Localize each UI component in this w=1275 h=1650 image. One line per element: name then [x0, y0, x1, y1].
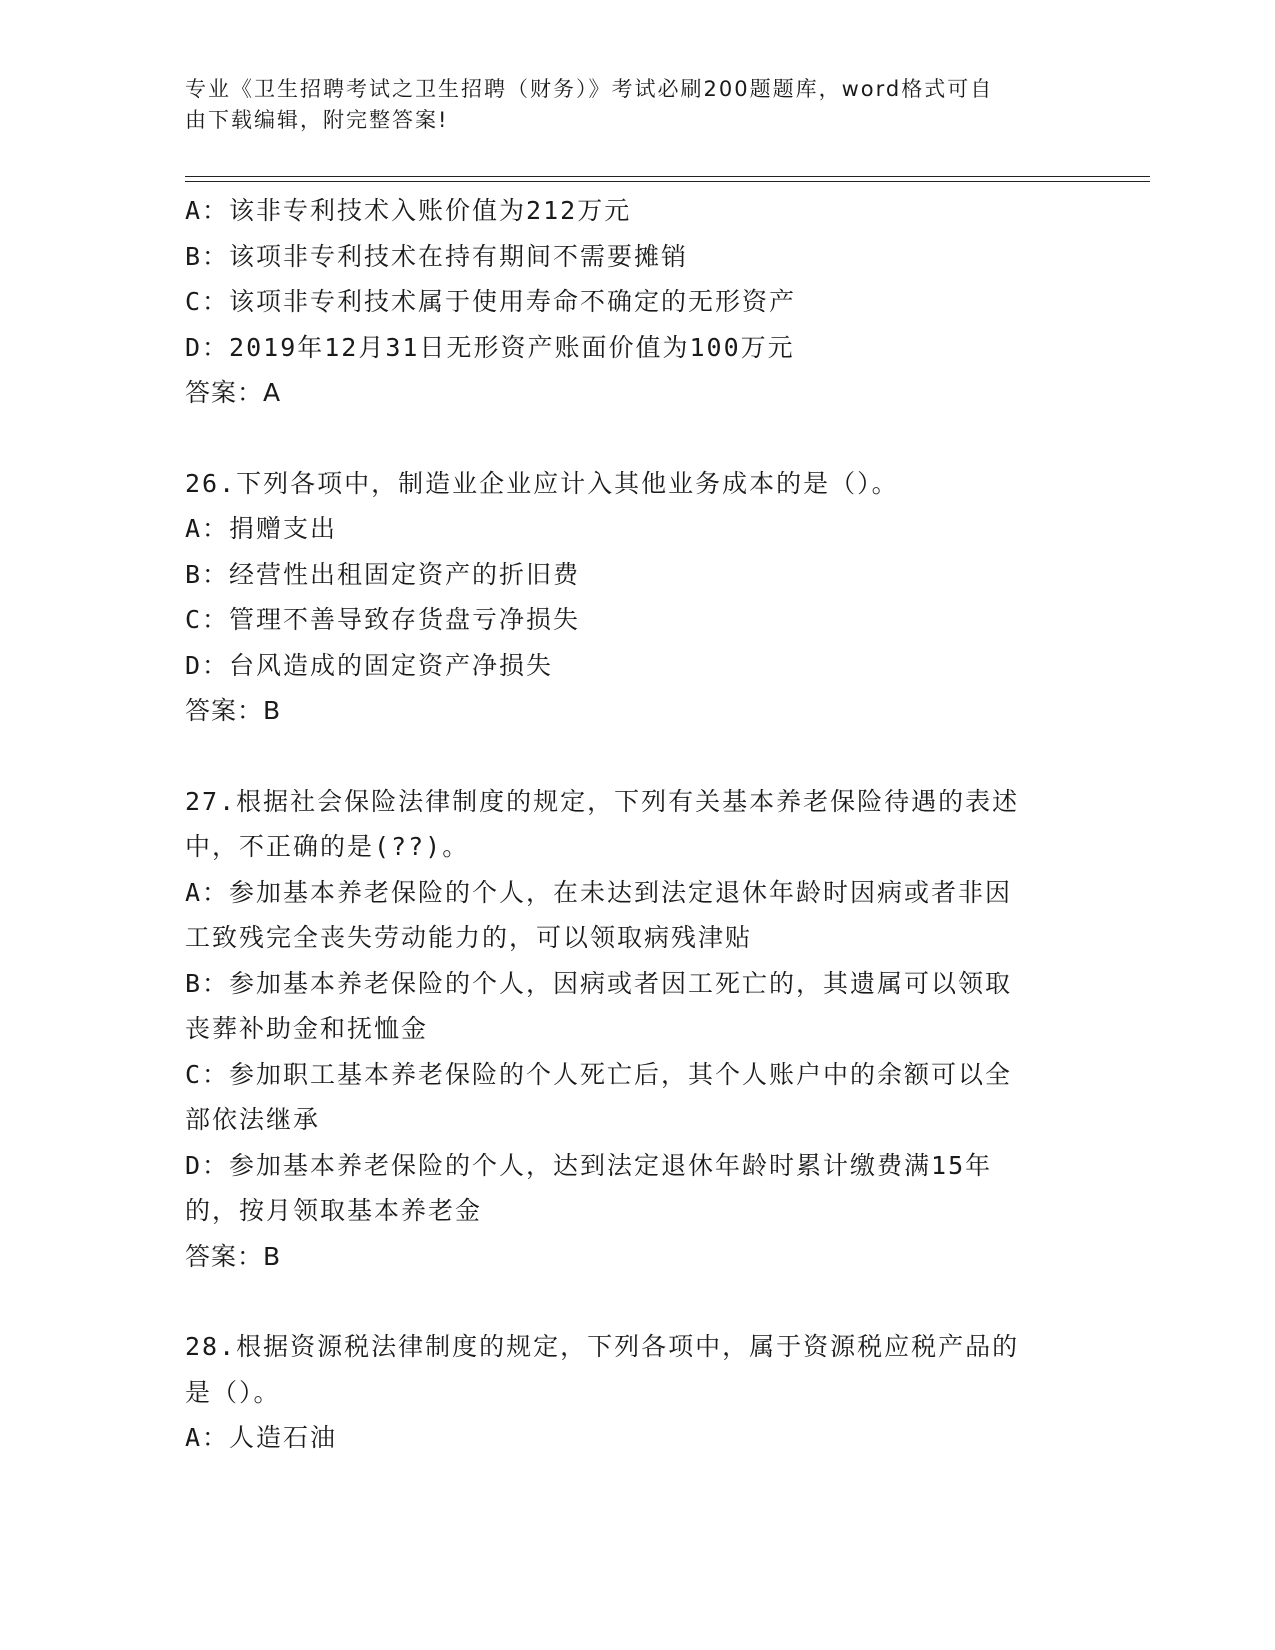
- q25-option-a: A：该非专利技术入账价值为212万元: [185, 196, 632, 225]
- q28-stem-line-2: 是（）。: [185, 1377, 281, 1407]
- header-title-line-1: 专业《卫生招聘考试之卫生招聘（财务）》考试必刷200题题库，word格式可自: [185, 77, 994, 101]
- question-27: [185, 779, 1065, 1280]
- q27-option-d-line-1: D：参加基本养老保险的个人，达到法定退休年龄时累计缴费满15年: [185, 1150, 993, 1180]
- q27-option-c-line-1: C：参加职工基本养老保险的个人死亡后，其个人账户中的余额可以全: [185, 1059, 1013, 1089]
- q28-option-a: A：人造石油: [185, 1423, 338, 1452]
- q26-option-c: C：管理不善导致存货盘亏净损失: [185, 605, 581, 634]
- q28-stem-line-1: 28.根据资源税法律制度的规定，下列各项中，属于资源税应税产品的: [185, 1332, 1020, 1361]
- question-content: [185, 188, 1065, 1461]
- q26-answer: 答案：B: [185, 696, 282, 725]
- q26-option-a: A：捐赠支出: [185, 514, 338, 543]
- q27-option-b-line-1: B：参加基本养老保险的个人，因病或者因工死亡的，其遗属可以领取: [185, 968, 1013, 998]
- q27-option-b-line-2: 丧葬补助金和抚恤金: [185, 1014, 429, 1043]
- q27-stem-line-2: 中，不正确的是(??)。: [185, 832, 470, 861]
- q25-option-c: C：该项非专利技术属于使用寿命不确定的无形资产: [185, 287, 797, 316]
- document-header: [185, 74, 1065, 136]
- q26-option-b: B：经营性出租固定资产的折旧费: [185, 559, 581, 589]
- header-divider-top: [185, 176, 1150, 177]
- q27-option-a-line-2: 工致残完全丧失劳动能力的，可以领取病残津贴: [185, 923, 753, 952]
- header-title-line-2: 由下载编辑，附完整答案!: [185, 108, 449, 132]
- q26-stem: 26.下列各项中，制造业企业应计入其他业务成本的是（）。: [185, 468, 899, 498]
- q27-option-d-line-2: 的，按月领取基本养老金: [185, 1196, 483, 1225]
- q26-option-d: D：台风造成的固定资产净损失: [185, 650, 554, 680]
- header-divider-bottom: [185, 181, 1150, 182]
- q27-answer: 答案：B: [185, 1241, 282, 1271]
- q25-option-b: B：该项非专利技术在持有期间不需要摊销: [185, 241, 689, 271]
- question-28: [185, 1324, 1065, 1461]
- q27-option-c-line-2: 部依法继承: [185, 1105, 321, 1134]
- q25-answer: 答案：A: [185, 378, 282, 407]
- question-25: [185, 188, 1065, 416]
- q27-option-a-line-1: A：参加基本养老保险的个人，在未达到法定退休年龄时因病或者非因: [185, 877, 1013, 907]
- question-26: [185, 461, 1065, 734]
- q25-option-d: D：2019年12月31日无形资产账面价值为100万元: [185, 332, 795, 362]
- q27-stem-line-1: 27.根据社会保险法律制度的规定，下列有关基本养老保险待遇的表述: [185, 786, 1020, 816]
